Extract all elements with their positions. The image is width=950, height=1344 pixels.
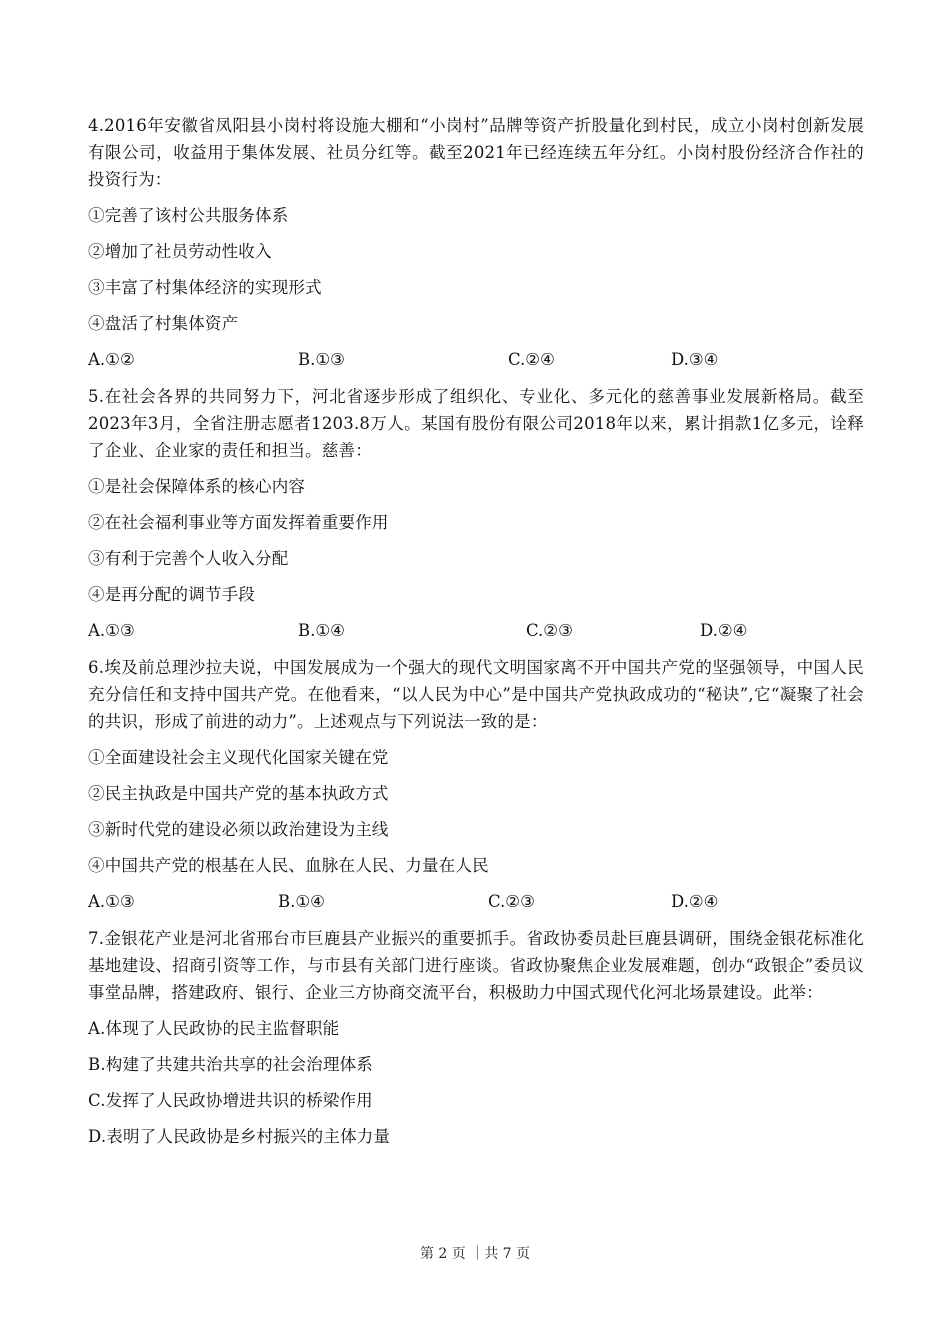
answer-choices <box>88 347 864 373</box>
statement-item: ③丰富了村集体经济的实现形式 <box>88 278 322 297</box>
exam-page <box>88 112 864 1160</box>
statement-item: ③有利于完善个人收入分配 <box>88 549 289 568</box>
question-stem: 4.2016年安徽省凤阳县小岗村将设施大棚和“小岗村”品牌等资产折股量化到村民，成立小岗村创新发展有限公司，收益用于集体发展、社员分红等。截至2021年已经连续五年分红。小岗村股份经济合作社的投资行为： <box>88 116 864 189</box>
question-stem: 7.金银花产业是河北省邢台市巨鹿县产业振兴的重要抓手。省政协委员赴巨鹿县调研，围绕金银花标准化基地建设、招商引资等工作，与市县有关部门进行座谈。省政协聚焦企业发展难题，创办“政银企”委员议事堂品牌，搭建政府、银行、企业三方协商交流平台，积极助力中国式现代化河北场景建设。此举： <box>88 929 864 1002</box>
answer-option: B.构建了共建共治共享的社会治理体系 <box>88 1055 373 1074</box>
statement-item: ①全面建设社会主义现代化国家关键在党 <box>88 748 389 767</box>
choice-a: A.①② <box>88 350 135 369</box>
question-stem: 6.埃及前总理沙拉夫说，中国发展成为一个强大的现代文明国家离不开中国共产党的坚强领导，中国人民充分信任和支持中国共产党。在他看来，“以人民为中心”是中国共产党执政成功的“秘诀”,它“凝聚了社会的共识，形成了前进的动力”。上述观点与下列说法一致的是： <box>88 658 864 731</box>
question-stem: 5.在社会各界的共同努力下，河北省逐步形成了组织化、专业化、多元化的慈善事业发展新格局。截至2023年3月，全省注册志愿者1203.8万人。某国有股份有限公司2018年以来，累计捐款1亿多元，诠释了企业、企业家的责任和担当。慈善： <box>88 387 864 460</box>
answer-option: A.体现了人民政协的民主监督职能 <box>88 1019 340 1038</box>
choice-d: D.②④ <box>700 621 748 640</box>
answer-option: C.发挥了人民政协增进共识的桥梁作用 <box>88 1091 373 1110</box>
choice-d: D.③④ <box>671 350 719 369</box>
statement-item: ②在社会福利事业等方面发挥着重要作用 <box>88 513 389 532</box>
question-7 <box>88 925 864 1150</box>
statement-item: ④是再分配的调节手段 <box>88 585 255 604</box>
question-5 <box>88 383 864 644</box>
choice-c: C.②④ <box>508 350 555 369</box>
statement-item: ④盘活了村集体资产 <box>88 314 239 333</box>
statement-item: ④中国共产党的根基在人民、血脉在人民、力量在人民 <box>88 856 489 875</box>
answer-option: D.表明了人民政协是乡村振兴的主体力量 <box>88 1127 391 1146</box>
choice-b: B.①③ <box>298 350 345 369</box>
statement-item: ②民主执政是中国共产党的基本执政方式 <box>88 784 389 803</box>
choice-c: C.②③ <box>526 621 573 640</box>
question-6 <box>88 654 864 915</box>
statement-item: ①是社会保障体系的核心内容 <box>88 477 306 496</box>
statement-item: ②增加了社员劳动性收入 <box>88 242 272 261</box>
answer-choices <box>88 618 864 644</box>
choice-b: B.①④ <box>278 892 325 911</box>
choice-d: D.②④ <box>671 892 719 911</box>
page-footer: 第 2 页 ｜共 7 页 <box>419 1246 531 1262</box>
choice-a: A.①③ <box>88 621 135 640</box>
choice-c: C.②③ <box>488 892 535 911</box>
statement-item: ①完善了该村公共服务体系 <box>88 206 289 225</box>
choice-b: B.①④ <box>298 621 345 640</box>
choice-a: A.①③ <box>88 892 135 911</box>
question-4 <box>88 112 864 373</box>
statement-item: ③新时代党的建设必须以政治建设为主线 <box>88 820 389 839</box>
answer-choices <box>88 889 864 915</box>
